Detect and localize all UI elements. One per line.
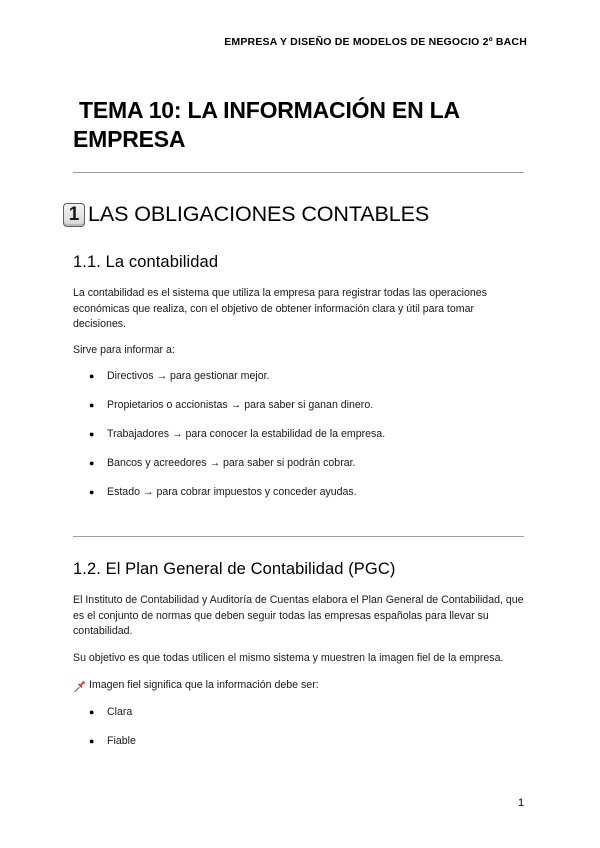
bullet-icon: ● <box>89 736 95 746</box>
bullet-icon: ● <box>89 458 95 468</box>
list-item: ● Trabajadores → para conocer la estabilidad de la empresa. <box>89 428 386 440</box>
list-item: ● Bancos y acreedores → para saber si podrán cobrar. <box>89 457 356 469</box>
subsection-heading-pgc: 1.2. El Plan General de Contabilidad (PGC) <box>73 560 396 578</box>
keycap-digit-one-icon: 1 <box>63 203 85 227</box>
bullet-icon: ● <box>89 400 95 410</box>
note-text: Imagen fiel significa que la información debe ser: <box>89 679 319 691</box>
list-item: ● Estado → para cobrar impuestos y conceder ayudas. <box>89 486 357 498</box>
bullet-icon: ● <box>89 487 95 497</box>
list-item: ● Fiable <box>89 735 136 747</box>
divider-top <box>73 172 524 173</box>
page-header: EMPRESA Y DISEÑO DE MODELOS DE NEGOCIO 2º BACH <box>224 36 527 48</box>
paragraph-intro: Sirve para informar a: <box>73 344 175 356</box>
section-heading <box>63 202 429 227</box>
bullet-icon: ● <box>89 371 95 381</box>
bullet-icon: ● <box>89 707 95 717</box>
note-imagen-fiel <box>73 678 319 693</box>
bullet-icon: ● <box>89 429 95 439</box>
document-title <box>73 96 533 154</box>
bullet-list-stakeholders <box>73 369 385 514</box>
list-item: ● Clara <box>89 706 133 718</box>
document-title-line-2: EMPRESA <box>73 126 186 152</box>
divider-middle <box>73 536 524 537</box>
pushpin-icon <box>73 679 87 693</box>
paragraph-objective: Su objetivo es que todas utilicen el mismo sistema y muestren la imagen fiel de la empresa. <box>73 652 504 664</box>
bullet-list-imagen-fiel <box>73 705 136 763</box>
list-item: ● Propietarios o accionistas → para saber si ganan dinero. <box>89 399 374 411</box>
paragraph-definition: La contabilidad es el sistema que utiliza la empresa para registrar todas las operaciones económicas que realiza, con el objetivo de obtener información clara y útil para tomar decisiones. <box>73 287 487 330</box>
section-heading-text: LAS OBLIGACIONES CONTABLES <box>88 202 430 226</box>
list-item: ● Directivos → para gestionar mejor. <box>89 370 270 382</box>
page-number: 1 <box>518 797 525 809</box>
paragraph-pgc: El Instituto de Contabilidad y Auditoría de Cuentas elabora el Plan General de Contabilidad, que es el conjunto de normas que deben seguir todas las empresas españolas para llevar su contabilidad. <box>73 594 524 637</box>
document-title-line-1: TEMA 10: LA INFORMACIÓN EN LA <box>79 97 460 123</box>
subsection-heading-contabilidad: 1.1. La contabilidad <box>73 253 219 271</box>
